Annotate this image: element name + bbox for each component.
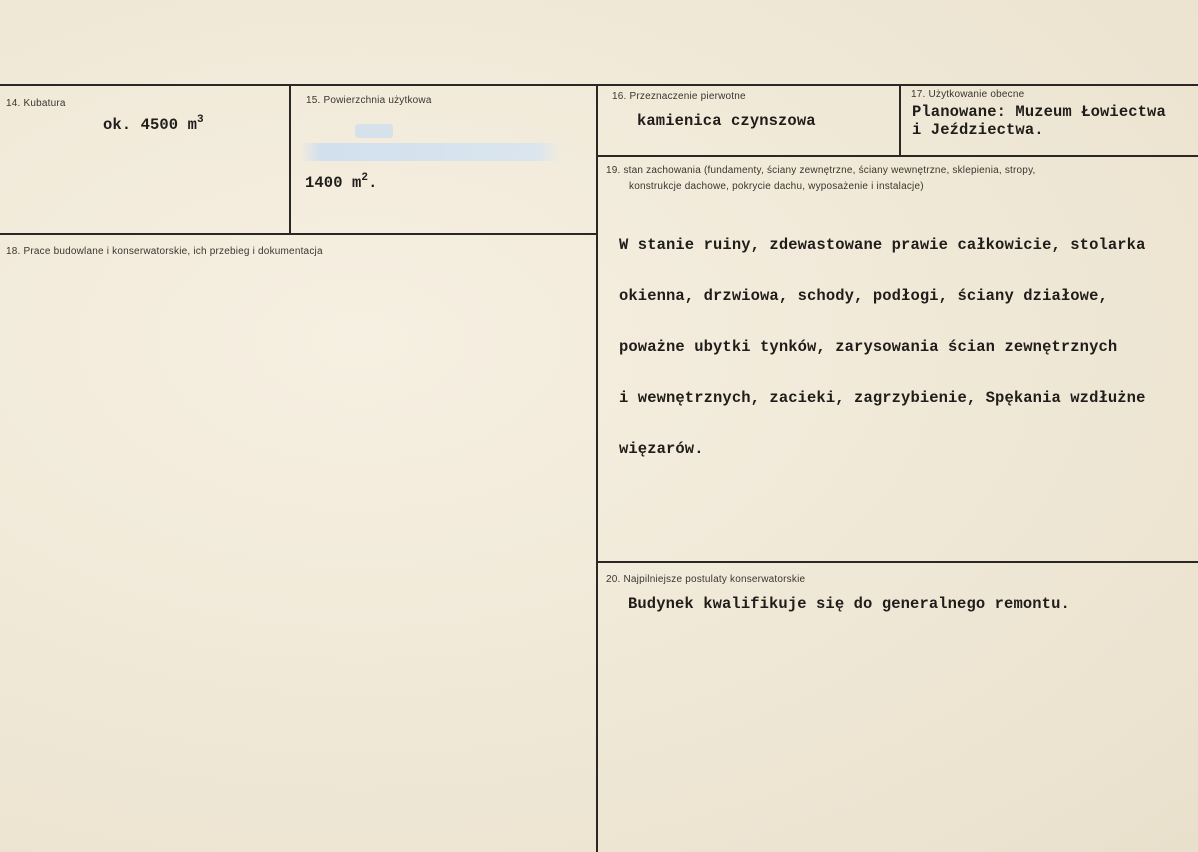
rule-under-14-15 xyxy=(0,233,598,235)
field-15-value-tail: . xyxy=(368,174,378,192)
rule-above-20 xyxy=(597,561,1198,563)
field-15-label: 15. Powierzchnia użytkowa xyxy=(306,95,432,106)
field-20-label: 20. Najpilniejsze postulaty konserwatorskie xyxy=(606,574,806,585)
field-15-value-sup: 2 xyxy=(361,172,369,184)
field-18-label: 18. Prace budowlane i konserwatorskie, ich przebieg i dokumentacja xyxy=(6,246,323,257)
field-17-line-1: Planowane: Muzeum Łowiectwa xyxy=(912,103,1166,121)
field-19-text xyxy=(619,203,1145,492)
field-14-label: 14. Kubatura xyxy=(6,98,66,109)
field-19-line-2: okienna, drzwiowa, schody, podłogi, ściany działowe, xyxy=(619,287,1108,305)
field-16-value: kamienica czynszowa xyxy=(637,112,816,130)
field-20-value: Budynek kwalifikuje się do generalnego remontu. xyxy=(628,595,1070,613)
field-19-line-1: W stanie ruiny, zdewastowane prawie całkowicie, stolarka xyxy=(619,236,1146,254)
field-17-label: 17. Użytkowanie obecne xyxy=(911,89,1025,100)
field-14-value xyxy=(103,114,204,134)
top-rule xyxy=(0,84,1198,86)
rule-under-16-17 xyxy=(597,155,1198,157)
field-19-label-line-2: konstrukcje dachowe, pokrycie dachu, wyposażenie i instalacje) xyxy=(629,181,924,192)
correction-smudge-small xyxy=(355,124,393,138)
correction-smudge xyxy=(300,143,562,161)
field-17-line-2: i Jeździectwa. xyxy=(912,121,1044,139)
field-14-value-text: ok. 4500 m xyxy=(103,116,198,134)
field-16-label: 16. Przeznaczenie pierwotne xyxy=(612,91,746,102)
field-19-line-3: poważne ubytki tynków, zarysowania ścian zewnętrznych xyxy=(619,338,1118,356)
field-15-value-text: 1400 m xyxy=(305,174,362,192)
field-19-label-line-1: 19. stan zachowania (fundamenty, ściany zewnętrzne, ściany wewnętrzne, sklepienia, stropy, xyxy=(606,165,1036,176)
field-14-value-sup: 3 xyxy=(197,114,204,126)
main-vertical-divider xyxy=(596,85,598,852)
field-15-value xyxy=(305,172,378,192)
divider-16-17 xyxy=(899,85,901,155)
divider-14-15 xyxy=(289,85,291,235)
field-19-line-5: więzarów. xyxy=(619,440,704,458)
field-19-line-4: i wewnętrznych, zacieki, zagrzybienie, Spękania wzdłużne xyxy=(619,389,1146,407)
